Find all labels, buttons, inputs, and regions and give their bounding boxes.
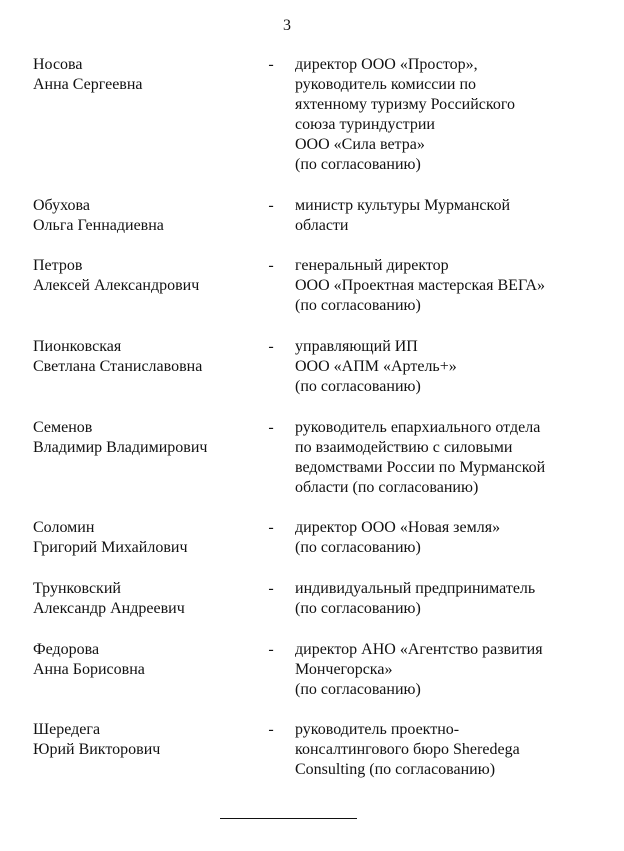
member-name: Соломин Григорий Михайлович <box>33 519 188 556</box>
separator-dash: - <box>268 721 274 738</box>
separator-dash: - <box>268 419 274 436</box>
member-role: управляющий ИП ООО «АПМ «Артель+» (по согласованию) <box>295 338 457 395</box>
separator-dash: - <box>268 257 274 274</box>
member-role: индивидуальный предприниматель (по согласованию) <box>295 580 536 617</box>
separator-dash: - <box>268 56 274 73</box>
separator-dash: - <box>268 580 274 597</box>
member-role: руководитель епархиального отдела по взаимодействию с силовыми ведомствами России по Мурманской области (по согласованию) <box>295 419 546 496</box>
member-name: Обухова Ольга Геннадиевна <box>33 197 164 234</box>
separator-dash: - <box>268 519 274 536</box>
member-role: руководитель проектно- консалтингового бюро Sheredega Consulting (по согласованию) <box>295 721 520 778</box>
member-name: Петров Алексей Александрович <box>33 257 200 294</box>
separator-dash: - <box>268 641 274 658</box>
member-role: директор АНО «Агентство развития Мончегорска» (по согласованию) <box>295 641 543 698</box>
member-name: Шередега Юрий Викторович <box>33 721 161 758</box>
member-name: Семенов Владимир Владимирович <box>33 419 208 456</box>
separator-dash: - <box>268 197 274 214</box>
member-name: Пионковская Светлана Станиславовна <box>33 338 203 375</box>
member-role: директор ООО «Новая земля» (по согласованию) <box>295 519 501 556</box>
member-role: генеральный директор ООО «Проектная мастерская ВЕГА» (по согласованию) <box>295 257 546 314</box>
member-role: директор ООО «Простор», руководитель комиссии по яхтенному туризму Российского союза туриндустрии ООО «Сила ветра» (по согласованию) <box>295 56 516 173</box>
member-name: Федорова Анна Борисовна <box>33 641 145 678</box>
separator-dash: - <box>268 338 274 355</box>
closing-divider <box>220 818 357 819</box>
page-number: 3 <box>283 17 291 34</box>
member-role: министр культуры Мурманской области <box>295 197 511 234</box>
member-name: Носова Анна Сергеевна <box>33 56 143 93</box>
member-name: Трунковский Александр Андреевич <box>33 580 185 617</box>
